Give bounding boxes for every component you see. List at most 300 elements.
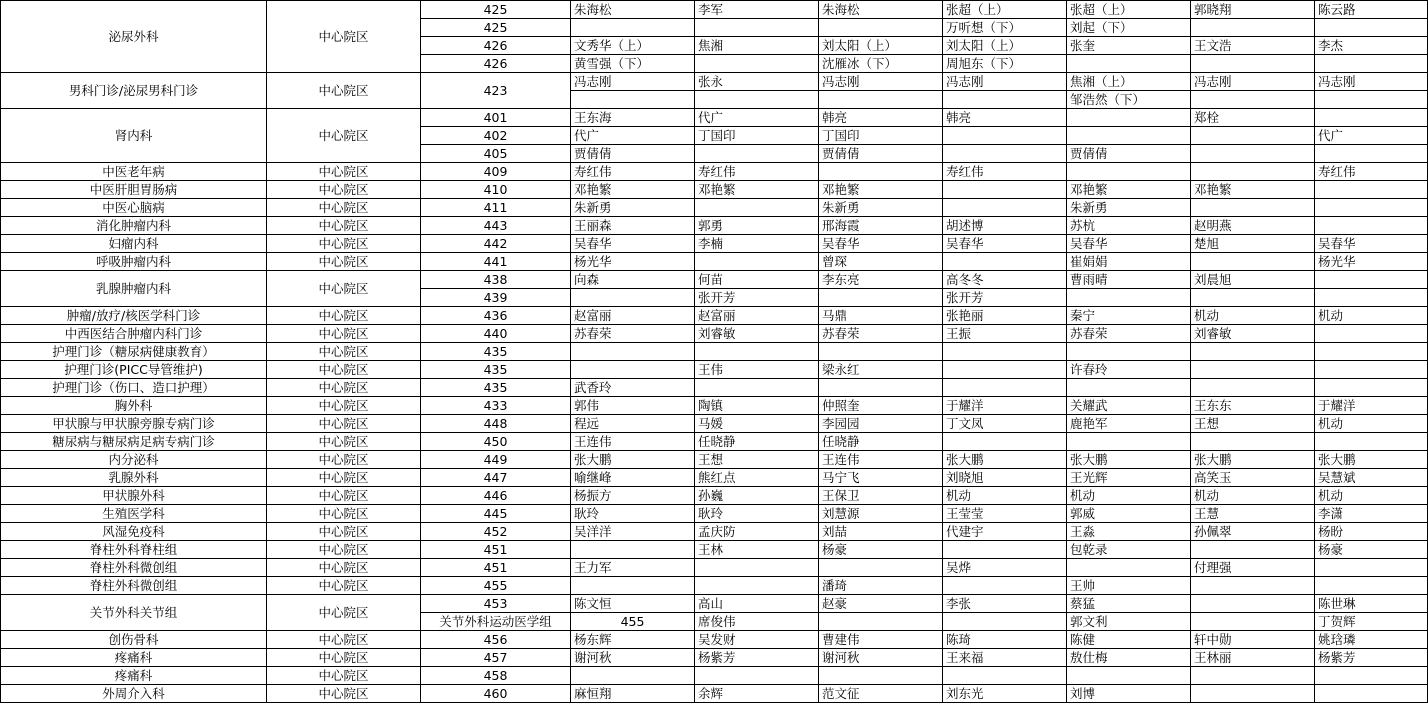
- doctor-cell: [943, 541, 1067, 559]
- doctor-cell: 王想: [695, 451, 819, 469]
- table-row: [1, 541, 1428, 559]
- doctor-cell: 程远: [571, 415, 695, 433]
- doctor-cell: 丁国印: [819, 127, 943, 145]
- room-cell: 439: [421, 289, 571, 307]
- doctor-cell: [695, 343, 819, 361]
- room-cell: 435: [421, 343, 571, 361]
- doctor-cell: 关耀武: [1067, 397, 1191, 415]
- doctor-cell: 机动: [1315, 307, 1428, 325]
- campus-cell: 中心院区: [267, 181, 421, 199]
- doctor-cell: [1191, 379, 1315, 397]
- room-cell: 435: [421, 379, 571, 397]
- doctor-cell: 寿红伟: [943, 163, 1067, 181]
- doctor-cell: 代广: [695, 109, 819, 127]
- doctor-cell: 胡述博: [943, 217, 1067, 235]
- doctor-cell: 于耀洋: [1315, 397, 1428, 415]
- doctor-cell: [943, 127, 1067, 145]
- doctor-cell: 王文浩: [1191, 37, 1315, 55]
- department-cell: 男科门诊/泌尿男科门诊: [1, 73, 267, 109]
- doctor-cell: 耿玲: [571, 505, 695, 523]
- doctor-cell: 王振: [943, 325, 1067, 343]
- doctor-cell: [943, 343, 1067, 361]
- doctor-cell: 熊红点: [695, 469, 819, 487]
- department-cell: 胸外科: [1, 397, 267, 415]
- doctor-cell: 沈雁冰（下）: [819, 55, 943, 73]
- doctor-cell: 文秀华（上）: [571, 37, 695, 55]
- doctor-cell: 王帅: [1067, 577, 1191, 595]
- doctor-cell: [571, 343, 695, 361]
- doctor-cell: [819, 667, 943, 685]
- doctor-cell: 付理强: [1191, 559, 1315, 577]
- doctor-cell: 高笑玉: [1191, 469, 1315, 487]
- doctor-cell: 机动: [1191, 487, 1315, 505]
- campus-cell: 中心院区: [267, 523, 421, 541]
- doctor-cell: 吴慧斌: [1315, 469, 1428, 487]
- doctor-cell: 吴春华: [943, 235, 1067, 253]
- table-row: [1, 469, 1428, 487]
- doctor-cell: [819, 559, 943, 577]
- doctor-cell: 楚旭: [1191, 235, 1315, 253]
- doctor-cell: 冯志刚: [819, 73, 943, 91]
- department-cell: 风湿免疫科: [1, 523, 267, 541]
- doctor-cell: [695, 55, 819, 73]
- doctor-cell: 刘东光: [943, 685, 1067, 703]
- doctor-cell: [1191, 541, 1315, 559]
- doctor-cell: 苏春荣: [1067, 325, 1191, 343]
- department-cell: 呼吸肿瘤内科: [1, 253, 267, 271]
- campus-cell: 中心院区: [267, 271, 421, 307]
- doctor-cell: 张大鹏: [1067, 451, 1191, 469]
- doctor-cell: 陈健: [1067, 631, 1191, 649]
- table-row: [1, 235, 1428, 253]
- doctor-cell: [1191, 199, 1315, 217]
- campus-cell: 中心院区: [267, 217, 421, 235]
- doctor-cell: [819, 19, 943, 37]
- department-cell: 妇瘤内科: [1, 235, 267, 253]
- doctor-cell: 苏春荣: [819, 325, 943, 343]
- doctor-cell: 韩亮: [943, 109, 1067, 127]
- doctor-cell: 吴春华: [1315, 235, 1428, 253]
- doctor-cell: 杨豪: [819, 541, 943, 559]
- doctor-cell: 王丽森: [571, 217, 695, 235]
- room-cell: 460: [421, 685, 571, 703]
- campus-cell: 中心院区: [267, 505, 421, 523]
- room-cell: 433: [421, 397, 571, 415]
- campus-cell: 中心院区: [267, 667, 421, 685]
- department-cell: 护理门诊（糖尿病健康教育）: [1, 343, 267, 361]
- doctor-cell: 王连伟: [819, 451, 943, 469]
- doctor-cell: 贾倩倩: [571, 145, 695, 163]
- department-cell: 脊柱外科微创组: [1, 559, 267, 577]
- department-cell: 内分泌科: [1, 451, 267, 469]
- room-cell: 441: [421, 253, 571, 271]
- doctor-cell: [943, 613, 1067, 631]
- doctor-cell: 高山: [695, 595, 819, 613]
- campus-cell: 中心院区: [267, 361, 421, 379]
- doctor-cell: [1067, 55, 1191, 73]
- campus-cell: 中心院区: [267, 559, 421, 577]
- doctor-cell: 黄雪强（下）: [571, 55, 695, 73]
- doctor-cell: 机动: [1191, 307, 1315, 325]
- doctor-cell: [1315, 325, 1428, 343]
- table-row: [1, 253, 1428, 271]
- room-cell: 440: [421, 325, 571, 343]
- doctor-cell: [943, 181, 1067, 199]
- doctor-cell: [1315, 289, 1428, 307]
- doctor-cell: [943, 145, 1067, 163]
- doctor-cell: 王力军: [571, 559, 695, 577]
- doctor-cell: [943, 199, 1067, 217]
- department-cell: 护理门诊(PICC导管维护): [1, 361, 267, 379]
- campus-cell: 中心院区: [267, 163, 421, 181]
- doctor-cell: [819, 613, 943, 631]
- doctor-cell: [1191, 19, 1315, 37]
- table-row: [1, 163, 1428, 181]
- doctor-cell: [571, 577, 695, 595]
- table-row: [1, 361, 1428, 379]
- doctor-cell: 任晓静: [695, 433, 819, 451]
- room-cell: 409: [421, 163, 571, 181]
- campus-cell: 中心院区: [267, 469, 421, 487]
- doctor-cell: 仲照奎: [819, 397, 943, 415]
- doctor-cell: 吴春华: [1067, 235, 1191, 253]
- doctor-cell: 耿玲: [695, 505, 819, 523]
- department-cell: 疼痛科: [1, 649, 267, 667]
- doctor-cell: [1315, 217, 1428, 235]
- doctor-cell: 马宁飞: [819, 469, 943, 487]
- department-cell: 乳腺肿瘤内科: [1, 271, 267, 307]
- doctor-cell: [1315, 55, 1428, 73]
- doctor-cell: 寿红伟: [695, 163, 819, 181]
- doctor-cell: [571, 667, 695, 685]
- doctor-cell: 苏春荣: [571, 325, 695, 343]
- table-row: [1, 649, 1428, 667]
- doctor-cell: 何苗: [695, 271, 819, 289]
- doctor-cell: [1315, 433, 1428, 451]
- campus-cell: 中心院区: [267, 199, 421, 217]
- doctor-cell: 朱海松: [571, 1, 695, 19]
- campus-cell: 中心院区: [267, 541, 421, 559]
- doctor-cell: 万听想（下）: [943, 19, 1067, 37]
- doctor-cell: [1067, 343, 1191, 361]
- doctor-cell: 朱新勇: [1067, 199, 1191, 217]
- doctor-cell: [695, 559, 819, 577]
- campus-cell: 中心院区: [267, 577, 421, 595]
- room-cell: 445: [421, 505, 571, 523]
- doctor-cell: [1315, 181, 1428, 199]
- doctor-cell: 冯志刚: [1315, 73, 1428, 91]
- doctor-cell: [695, 91, 819, 109]
- doctor-cell: 杨紫芳: [1315, 649, 1428, 667]
- room-cell: 425: [421, 1, 571, 19]
- department-cell: 甲状腺外科: [1, 487, 267, 505]
- doctor-cell: [819, 343, 943, 361]
- doctor-cell: 郭威: [1067, 505, 1191, 523]
- doctor-cell: [1067, 289, 1191, 307]
- table-row: [1, 397, 1428, 415]
- doctor-cell: 机动: [1315, 415, 1428, 433]
- doctor-cell: [1191, 685, 1315, 703]
- doctor-cell: 王来福: [943, 649, 1067, 667]
- department-cell: 肾内科: [1, 109, 267, 163]
- doctor-cell: 陈琦: [943, 631, 1067, 649]
- doctor-cell: [1315, 199, 1428, 217]
- doctor-cell: [1191, 667, 1315, 685]
- doctor-cell: [571, 361, 695, 379]
- room-cell: 450: [421, 433, 571, 451]
- doctor-cell: [1191, 433, 1315, 451]
- table-row: [1, 505, 1428, 523]
- room-cell: 455: [571, 613, 695, 631]
- room-cell: 402: [421, 127, 571, 145]
- doctor-cell: [1315, 559, 1428, 577]
- doctor-cell: 代广: [571, 127, 695, 145]
- doctor-cell: 刘睿敏: [695, 325, 819, 343]
- doctor-cell: 张大鹏: [943, 451, 1067, 469]
- doctor-cell: 赵明燕: [1191, 217, 1315, 235]
- campus-cell: 中心院区: [267, 631, 421, 649]
- doctor-cell: [571, 289, 695, 307]
- doctor-cell: 郭晓翔: [1191, 1, 1315, 19]
- doctor-cell: [571, 91, 695, 109]
- campus-cell: 中心院区: [267, 487, 421, 505]
- doctor-cell: 谢河秋: [571, 649, 695, 667]
- doctor-cell: [1315, 91, 1428, 109]
- table-row: [1, 343, 1428, 361]
- doctor-cell: [943, 379, 1067, 397]
- doctor-cell: 李军: [695, 1, 819, 19]
- doctor-cell: [943, 577, 1067, 595]
- room-cell: 423: [421, 73, 571, 109]
- doctor-cell: 王光辉: [1067, 469, 1191, 487]
- doctor-cell: [1067, 559, 1191, 577]
- doctor-cell: 武香玲: [571, 379, 695, 397]
- doctor-cell: 刘博: [1067, 685, 1191, 703]
- doctor-cell: 吴烨: [943, 559, 1067, 577]
- doctor-cell: 李张: [943, 595, 1067, 613]
- doctor-cell: 郭伟: [571, 397, 695, 415]
- doctor-cell: 焦湘: [695, 37, 819, 55]
- table-row: [1, 667, 1428, 685]
- doctor-cell: 李潇: [1315, 505, 1428, 523]
- doctor-cell: 王东东: [1191, 397, 1315, 415]
- doctor-cell: 朱海松: [819, 1, 943, 19]
- doctor-cell: [1315, 361, 1428, 379]
- doctor-cell: 王连伟: [571, 433, 695, 451]
- doctor-cell: 王想: [1191, 415, 1315, 433]
- doctor-cell: [695, 667, 819, 685]
- doctor-cell: 赵富丽: [695, 307, 819, 325]
- doctor-cell: [695, 577, 819, 595]
- doctor-cell: 邓艳繁: [1067, 181, 1191, 199]
- room-cell: 453: [421, 595, 571, 613]
- doctor-cell: 曹雨晴: [1067, 271, 1191, 289]
- doctor-cell: [1315, 667, 1428, 685]
- doctor-cell: [1191, 595, 1315, 613]
- doctor-cell: 冯志刚: [943, 73, 1067, 91]
- doctor-cell: [1191, 343, 1315, 361]
- doctor-cell: 喻继峰: [571, 469, 695, 487]
- doctor-cell: 姚琀璘: [1315, 631, 1428, 649]
- department-cell: 关节外科运动医学组: [421, 613, 571, 631]
- doctor-cell: [1067, 127, 1191, 145]
- doctor-cell: 王保卫: [819, 487, 943, 505]
- doctor-cell: [1191, 91, 1315, 109]
- doctor-cell: [695, 253, 819, 271]
- doctor-cell: 陈世琳: [1315, 595, 1428, 613]
- room-cell: 451: [421, 541, 571, 559]
- doctor-cell: 马鼎: [819, 307, 943, 325]
- doctor-cell: 苏杭: [1067, 217, 1191, 235]
- table-row: [1, 379, 1428, 397]
- doctor-cell: [695, 145, 819, 163]
- doctor-cell: [1067, 667, 1191, 685]
- doctor-cell: 梁永红: [819, 361, 943, 379]
- doctor-cell: 机动: [1067, 487, 1191, 505]
- doctor-cell: [1191, 289, 1315, 307]
- room-cell: 457: [421, 649, 571, 667]
- doctor-cell: 焦湘（上）: [1067, 73, 1191, 91]
- doctor-cell: [1315, 379, 1428, 397]
- doctor-cell: 朱新勇: [571, 199, 695, 217]
- department-cell: 糖尿病与糖尿病足病专病门诊: [1, 433, 267, 451]
- table-row: [1, 433, 1428, 451]
- room-cell: 425: [421, 19, 571, 37]
- room-cell: 449: [421, 451, 571, 469]
- campus-cell: 中心院区: [267, 379, 421, 397]
- campus-cell: 中心院区: [267, 1, 421, 73]
- room-cell: 451: [421, 559, 571, 577]
- doctor-cell: 冯志刚: [1191, 73, 1315, 91]
- doctor-cell: 任晓静: [819, 433, 943, 451]
- doctor-cell: 马媛: [695, 415, 819, 433]
- doctor-cell: [1191, 613, 1315, 631]
- table-row: [1, 181, 1428, 199]
- campus-cell: 中心院区: [267, 397, 421, 415]
- doctor-cell: 杨盼: [1315, 523, 1428, 541]
- department-cell: 肿瘤/放疗/核医学科门诊: [1, 307, 267, 325]
- doctor-cell: 杨紫芳: [695, 649, 819, 667]
- doctor-cell: 陈云路: [1315, 1, 1428, 19]
- room-cell: 443: [421, 217, 571, 235]
- doctor-cell: 许春玲: [1067, 361, 1191, 379]
- doctor-cell: [1315, 343, 1428, 361]
- doctor-cell: 代广: [1315, 127, 1428, 145]
- doctor-cell: 杨东辉: [571, 631, 695, 649]
- doctor-cell: 丁贺辉: [1315, 613, 1428, 631]
- doctor-cell: 朱新勇: [819, 199, 943, 217]
- department-cell: 疼痛科: [1, 667, 267, 685]
- room-cell: 458: [421, 667, 571, 685]
- doctor-cell: [943, 91, 1067, 109]
- doctor-cell: [1315, 145, 1428, 163]
- doctor-cell: [1067, 379, 1191, 397]
- doctor-cell: 机动: [1315, 487, 1428, 505]
- doctor-cell: 刘晓旭: [943, 469, 1067, 487]
- doctor-cell: 吴发财: [695, 631, 819, 649]
- table-row: [1, 415, 1428, 433]
- table-row: [1, 685, 1428, 703]
- doctor-cell: 蔡猛: [1067, 595, 1191, 613]
- department-cell: 中医心脑病: [1, 199, 267, 217]
- campus-cell: 中心院区: [267, 73, 421, 109]
- table-row: [1, 307, 1428, 325]
- campus-cell: 中心院区: [267, 343, 421, 361]
- table-row: [1, 595, 1428, 613]
- doctor-cell: 王林丽: [1191, 649, 1315, 667]
- doctor-cell: 孙佩翠: [1191, 523, 1315, 541]
- table-row: [1, 631, 1428, 649]
- doctor-cell: 代建宇: [943, 523, 1067, 541]
- doctor-cell: 贾倩倩: [1067, 145, 1191, 163]
- doctor-cell: 麻恒翔: [571, 685, 695, 703]
- doctor-cell: [1315, 271, 1428, 289]
- doctor-cell: 寿红伟: [571, 163, 695, 181]
- table-row: [1, 451, 1428, 469]
- doctor-cell: [1315, 685, 1428, 703]
- doctor-cell: 丁文凤: [943, 415, 1067, 433]
- department-cell: 生殖医学科: [1, 505, 267, 523]
- doctor-cell: [943, 253, 1067, 271]
- doctor-cell: [943, 433, 1067, 451]
- doctor-cell: [1191, 253, 1315, 271]
- department-cell: 关节外科关节组: [1, 595, 267, 631]
- room-cell: 447: [421, 469, 571, 487]
- doctor-cell: 吴春华: [571, 235, 695, 253]
- doctor-cell: 丁国印: [695, 127, 819, 145]
- doctor-cell: 郭文利: [1067, 613, 1191, 631]
- room-cell: 455: [421, 577, 571, 595]
- doctor-cell: 张艳丽: [943, 307, 1067, 325]
- table-row: [1, 109, 1428, 127]
- doctor-cell: 陈文恒: [571, 595, 695, 613]
- doctor-cell: 赵富丽: [571, 307, 695, 325]
- doctor-cell: 杨振方: [571, 487, 695, 505]
- department-cell: 脊柱外科微创组: [1, 577, 267, 595]
- department-cell: 创伤骨科: [1, 631, 267, 649]
- room-cell: 438: [421, 271, 571, 289]
- room-cell: 442: [421, 235, 571, 253]
- department-cell: 泌尿外科: [1, 1, 267, 73]
- department-cell: 中西医结合肿瘤内科门诊: [1, 325, 267, 343]
- table-row: [1, 487, 1428, 505]
- table-row: [1, 1, 1428, 19]
- doctor-cell: 杨光华: [571, 253, 695, 271]
- doctor-cell: 韩亮: [819, 109, 943, 127]
- table-row: [1, 577, 1428, 595]
- doctor-cell: 郑栓: [1191, 109, 1315, 127]
- doctor-cell: 轩中勋: [1191, 631, 1315, 649]
- doctor-cell: 秦宁: [1067, 307, 1191, 325]
- department-cell: 甲状腺与甲状腺旁腺专病门诊: [1, 415, 267, 433]
- doctor-cell: 张开芳: [695, 289, 819, 307]
- doctor-cell: 刘睿敏: [1191, 325, 1315, 343]
- doctor-cell: 王慧: [1191, 505, 1315, 523]
- department-cell: 外周介入科: [1, 685, 267, 703]
- doctor-cell: [695, 19, 819, 37]
- doctor-cell: 敖仕梅: [1067, 649, 1191, 667]
- campus-cell: 中心院区: [267, 325, 421, 343]
- campus-cell: 中心院区: [267, 451, 421, 469]
- doctor-cell: [1191, 127, 1315, 145]
- doctor-cell: 刘太阳（上）: [819, 37, 943, 55]
- doctor-cell: 孟庆防: [695, 523, 819, 541]
- room-cell: 436: [421, 307, 571, 325]
- room-cell: 426: [421, 55, 571, 73]
- campus-cell: 中心院区: [267, 433, 421, 451]
- doctor-cell: 孙巍: [695, 487, 819, 505]
- doctor-cell: [571, 19, 695, 37]
